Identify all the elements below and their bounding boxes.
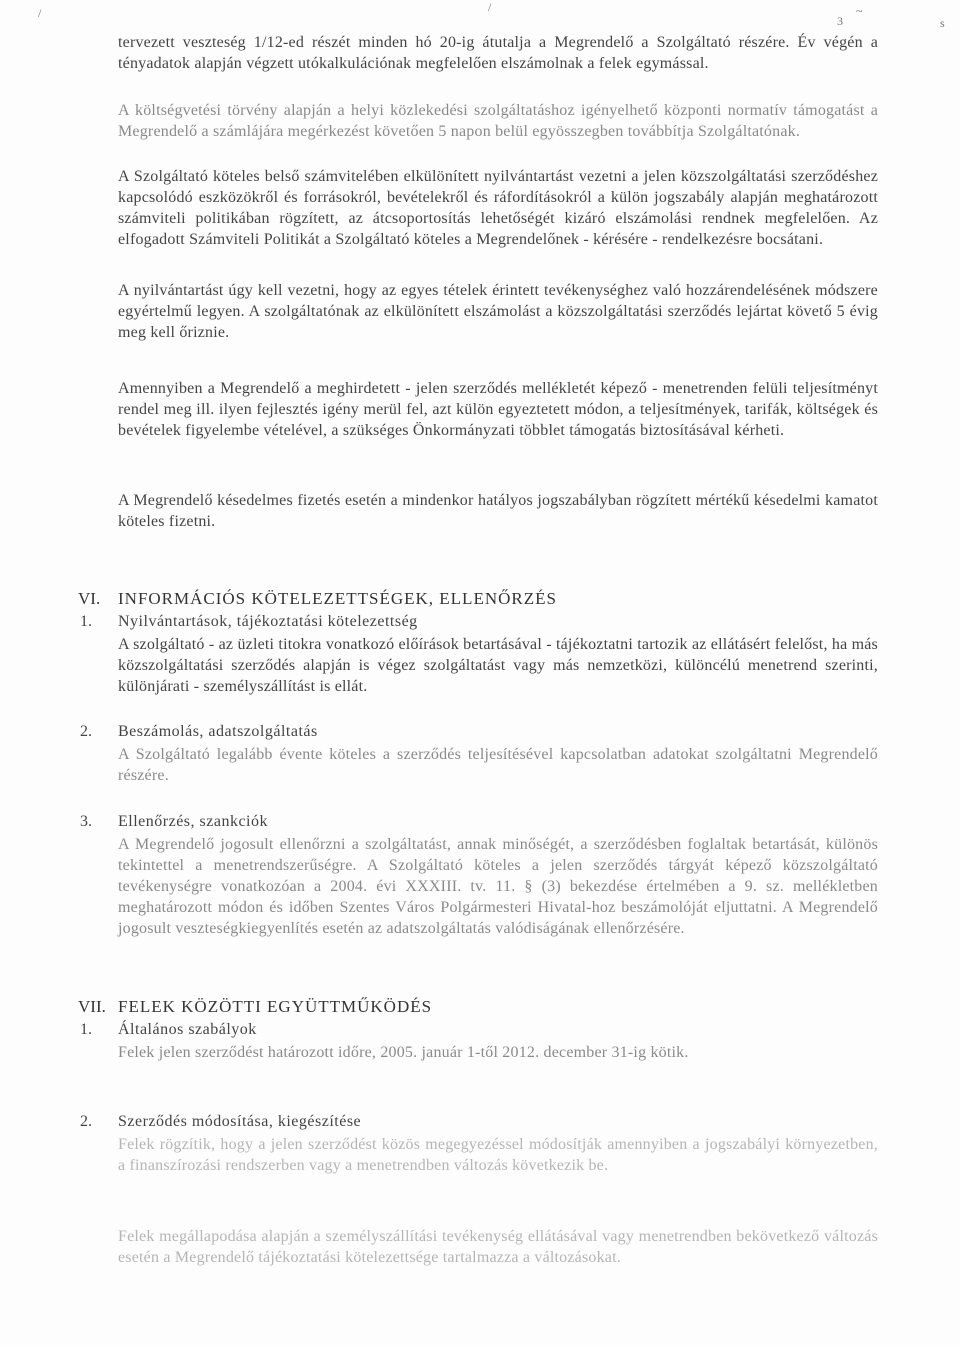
paragraph-contract-term: Felek jelen szerződést határozott időre, 2005. január 1-től 2012. december 31-ig kötik.: [118, 1044, 689, 1061]
scan-mark: /: [38, 6, 42, 20]
subsection-title: Általános szabályok: [118, 1021, 257, 1038]
paragraph-trailing-faded: Felek megállapodása alapján a személyszállítási tevékenység ellátásával vagy menetrendben bekövetkező változás esetén a Megrendelő tájékoztatási kötelezettsége tartalmazza a változásokat.: [118, 1228, 878, 1266]
section-title: INFORMÁCIÓS KÖTELEZETTSÉGEK, ELLENŐRZÉS: [118, 589, 557, 608]
paragraph-late-payment: A Megrendelő késedelmes fizetés esetén a mindenkor hatályos jogszabályban rögzített mértékű késedelmi kamatot köteles fizetni.: [118, 492, 878, 530]
scan-mark: s: [940, 16, 945, 30]
paragraph-record-keeping: A nyilvántartást úgy kell vezetni, hogy az egyes tételek érintett tevékenységhez való hozzárendelésének módszere egyértelmű legyen. A szolgáltatónak az elkülönített elszámolást a közszolgáltatási szerződés lejártat követő 5 évig meg kell őriznie.: [118, 282, 878, 341]
subsection-number: 2.: [80, 1113, 92, 1130]
subsection-title: Szerződés módosítása, kiegészítése: [118, 1113, 362, 1130]
subsection-number: 3.: [80, 813, 92, 830]
paragraph-reporting: A Szolgáltató legalább évente köteles a szerződés teljesítésével kapcsolatban adatokat szolgáltatni Megrendelő részére.: [118, 746, 878, 784]
scan-mark: /: [488, 0, 492, 14]
paragraph-accounting-records: A Szolgáltató köteles belső számvitelében elkülönített nyilvántartást vezetni a jelen közszolgáltatási szerződéshez kapcsolódó eszközökről és forrásokról, bevételekről és ráfordításokról a külön jogszabály alapján meghatározott számviteli politikában rögzített, az átcsoportosítás lehetőségét kizáró elszámolási rendnek megfelelően. Az elfogadott Számviteli Politikát a Szolgáltató köteles a Megrendelőnek - kérésére - rendelkezésre bocsátani.: [118, 168, 878, 248]
paragraph-contract-amendment: Felek rögzítik, hogy a jelen szerződést közös megegyezéssel módosítják amennyiben a jogszabályi környezetben, a finanszírozási rendszerben vagy a menetrendben változás következik be.: [118, 1136, 878, 1174]
paragraph-normative-subsidy: A költségvetési törvény alapján a helyi közlekedési szolgáltatáshoz igényelhető központi normatív támogatást a Megrendelő a számlájára megérkezést követően 5 napon belül egyösszegben továbbítja Szolgáltatónak.: [118, 102, 878, 140]
section-number: VI.: [78, 589, 101, 608]
paragraph-records-notice: A szolgáltató - az üzleti titokra vonatkozó előírások betartásával - tájékoztatni tartozik az ellátásért felelőst, ha más közszolgáltatási szerződés alapján is végez szolgáltatást vagy más nemzetközi, különcélú menetrend szerinti, különjárati - személyszállítást is ellát.: [118, 636, 878, 695]
paragraph-inspection: A Megrendelő jogosult ellenőrzni a szolgáltatást, annak minőségét, a szerződésben foglaltak betartását, különös tekintettel a menetrendszerűségre. A Szolgáltató köteles a jelen szerződés tárgyát képező közszolgáltató tevékenységre vonatkozóan a 2004. évi XXXIII. tv. 11. § (3) bekezdése értelmében a 9. sz. mellékletben meghatározott módon és időben Szentes Város Polgármesteri Hivatal-hoz beszámolóját eljuttatni. A Megrendelő jogosult veszteségkiegyenlítés esetén az adatszolgáltatás valódiságának ellenőrzésére.: [118, 836, 878, 937]
subsection-number: 2.: [80, 723, 92, 740]
section-number: VII.: [78, 997, 106, 1016]
paragraph-extra-performance: Amennyiben a Megrendelő a meghirdetett - jelen szerződés mellékletét képező - menetrenden felüli teljesítményt rendel meg ill. ilyen fejlesztés igény merül fel, azt külön egyeztetett módon, a teljesítmények, tarifák, költségek és bevételek figyelembe vételével, a szükséges Önkormányzati többlet támogatás biztosításával kérheti.: [118, 380, 878, 439]
scan-mark: 3: [837, 14, 843, 28]
subsection-title: Ellenőrzés, szankciók: [118, 813, 268, 830]
subsection-number: 1.: [80, 1021, 92, 1038]
paragraph-payment-schedule: tervezett veszteség 1/12-ed részét minden hó 20-ig átutalja a Megrendelő a Szolgáltató részére. Év végén a tényadatok alapján végzett utókalkulációnak megfelelően elszámolnak a felek egymással.: [118, 34, 878, 72]
section-title: FELEK KÖZÖTTI EGYÜTTMŰKÖDÉS: [118, 997, 433, 1016]
scan-mark: ~: [856, 4, 863, 18]
subsection-title: Nyilvántartások, tájékoztatási kötelezettség: [118, 613, 418, 630]
subsection-number: 1.: [80, 613, 92, 630]
subsection-title: Beszámolás, adatszolgáltatás: [118, 723, 318, 740]
